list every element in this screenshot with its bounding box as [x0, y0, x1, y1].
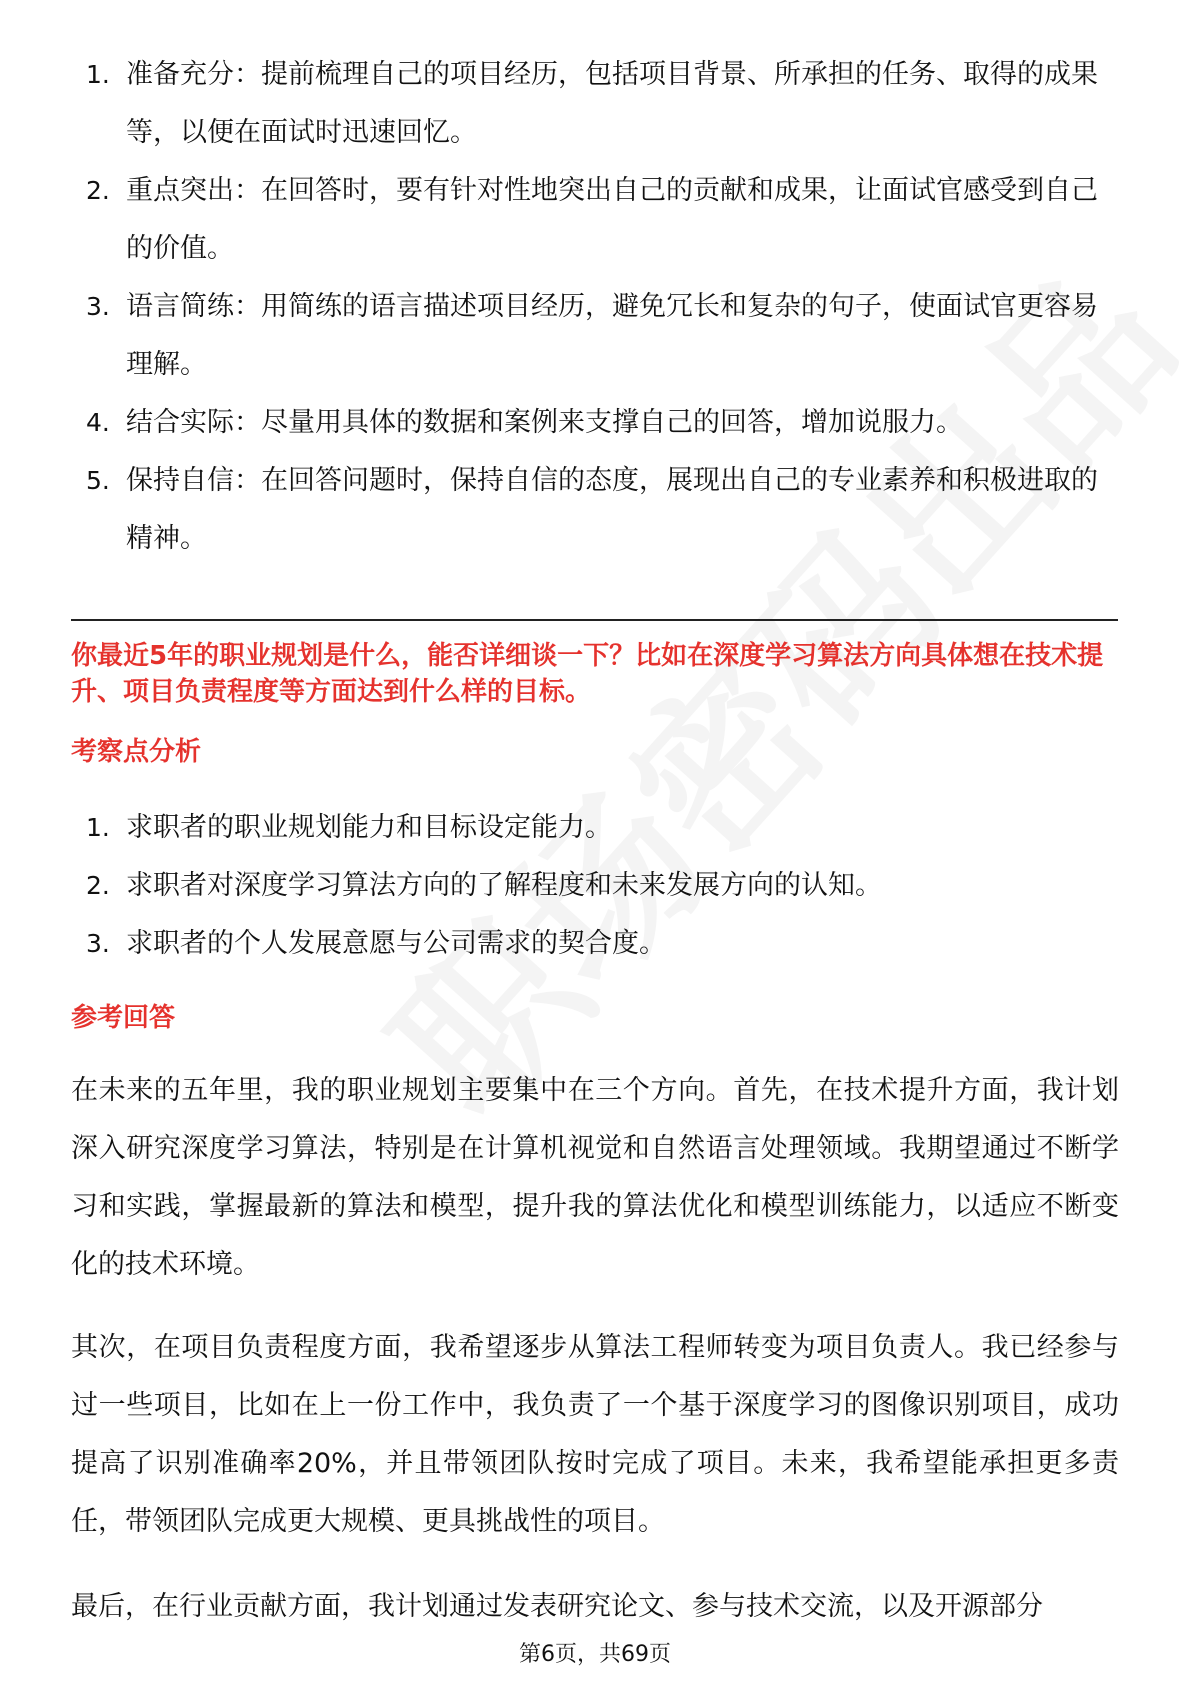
tips-list: [0, 46, 1190, 568]
list-item: [0, 915, 1190, 973]
list-number: 1.: [86, 60, 110, 89]
list-number: 2.: [86, 871, 110, 900]
list-number: 2.: [86, 176, 110, 205]
answer-paragraph: 在未来的五年里，我的职业规划主要集中在三个方向。首先，在技术提升方面，我计划深入研究深度学习算法，特别是在计算机视觉和自然语言处理领域。我期望通过不断学习和实践，掌握最新的算法和模型，提升我的算法优化和模型训练能力，以适应不断变化的技术环境。: [71, 1075, 1119, 1280]
list-item: [0, 452, 1190, 568]
list-text: 重点突出：在回答时，要有针对性地突出自己的贡献和成果，让面试官感受到自己的价值。: [126, 175, 1098, 264]
answer-paragraph: 其次，在项目负责程度方面，我希望逐步从算法工程师转变为项目负责人。我已经参与过一些项目，比如在上一份工作中，我负责了一个基于深度学习的图像识别项目，成功提高了识别准确率20%，并且带领团队按时完成了项目。未来，我希望能承担更多责任，带领团队完成更大规模、更具挑战性的项目。: [71, 1332, 1119, 1537]
list-item: [0, 799, 1190, 857]
answer-heading: 参考回答: [71, 1003, 176, 1033]
list-text: 求职者的个人发展意愿与公司需求的契合度。: [126, 928, 666, 959]
list-text: 语言简练：用简练的语言描述项目经历，避免冗长和复杂的句子，使面试官更容易理解。: [126, 291, 1098, 380]
list-item: [0, 46, 1190, 162]
list-number: 3.: [86, 292, 110, 321]
answer-paragraph: 最后，在行业贡献方面，我计划通过发表研究论文、参与技术交流，以及开源部分: [71, 1591, 1043, 1622]
section-divider: [71, 619, 1118, 621]
list-item: [0, 162, 1190, 278]
list-number: 1.: [86, 813, 110, 842]
list-number: 3.: [86, 929, 110, 958]
list-item: [0, 278, 1190, 394]
list-number: 5.: [86, 466, 110, 495]
page-footer: 第6页，共69页: [519, 1642, 671, 1667]
list-item: [0, 394, 1190, 452]
list-item: [0, 857, 1190, 915]
list-text: 求职者的职业规划能力和目标设定能力。: [126, 812, 612, 843]
list-text: 结合实际：尽量用具体的数据和案例来支撑自己的回答，增加说服力。: [126, 407, 963, 438]
analysis-list: [0, 799, 1190, 973]
list-text: 求职者对深度学习算法方向的了解程度和未来发展方向的认知。: [126, 870, 882, 901]
analysis-heading: 考察点分析: [71, 737, 202, 767]
list-text: 保持自信：在回答问题时，保持自信的态度，展现出自己的专业素养和积极进取的精神。: [126, 465, 1098, 554]
list-number: 4.: [86, 408, 110, 437]
interview-question: 你最近5年的职业规划是什么，能否详细谈一下？比如在深度学习算法方向具体想在技术提升、项目负责程度等方面达到什么样的目标。: [71, 641, 1104, 707]
list-text: 准备充分：提前梳理自己的项目经历，包括项目背景、所承担的任务、取得的成果等，以便在面试时迅速回忆。: [126, 59, 1098, 148]
